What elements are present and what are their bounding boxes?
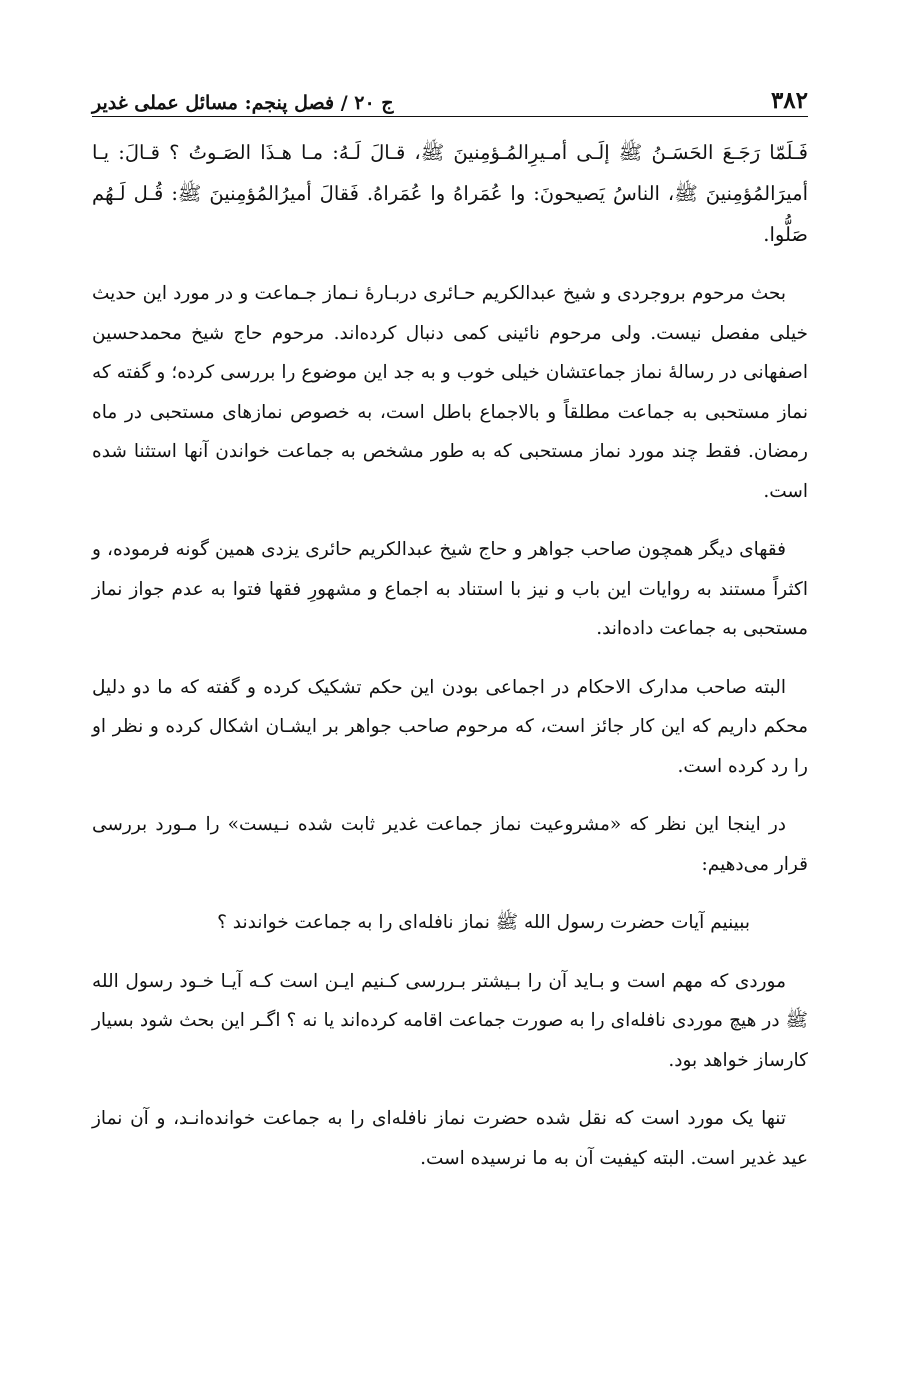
body-paragraph: در اینجا این نظر که «مشروعیت نماز جماعت غدیر ثابت شده نـیست» را مـورد بررسی قرار می‌دهیم: [92, 814, 808, 875]
subheading-question: ببینیم آیات حضرت رسول الله ﷺ نماز نافله‌ای را به جماعت خواندند ؟ [217, 912, 750, 933]
body-paragraph: فقهای دیگر همچون صاحب جواهر و حاج شیخ عبدالکریم حائری یزدی همین گونه فرموده، و اکثراً مستند به روایات این باب و نیز با استناد به اجماع و مشهورِ فقها فتوا به عدم جواز نماز مستحبی به جماعت داده‌اند. [92, 539, 808, 639]
page-number: ۳۸۲ [770, 87, 808, 114]
body-paragraph: البته صاحب مدارک الاحکام در اجماعی بودن این حکم تشکیک کرده و گفته که ما دو دلیل محکم داریم که این کار جائز است، که مرحوم صاحب جواهر بر ایشـان اشکال کرده و نظر او را رد کرده است. [92, 676, 808, 777]
page-body [92, 132, 808, 1197]
body-paragraph: بحث مرحوم بروجردی و شیخ عبدالکریم حـائری دربـارهٔ نـماز جـماعت و در مورد این حدیث خیلی مفصل نیست. ولی مرحوم نائینی کمی دنبال کرده‌اند. مرحوم حاج شیخ محمدحسین اصفهانی در رسالهٔ نماز جماعتشان خیلی خوب و به جد این موضوع را بررسی کرده؛ و گفته که نماز مستحبی به جماعت مطلقاً و بالاجماع باطل است، به خصوص نمازهای مستحبی در ماه رمضان. فقط چند مورد نماز مستحبی که به طور مشخص به جماعت خواندن آنها استثنا شده است. [92, 283, 808, 502]
body-paragraph: تنها یک مورد است که نقل شده حضرت نماز نافله‌ای را به جماعت خوانده‌انـد، و آن نماز عید غدیر است. البته کیفیت آن به ما نرسیده است. [92, 1108, 808, 1169]
arabic-hadith-quote: فَـلَمّا رَجَـعَ الحَسَـنُ ﷺ إلَـى أمـيرِالمُـؤمِنينَ ﷺ، قـالَ لَـهُ: مـا هـذَا الصَـوتُ ؟ قـالَ: يـا أميرَالمُؤمِنينَ ﷺ، الناسُ يَصيحونَ: وا عُمَراهُ وا عُمَراهُ. فَقالَ أميرُالمُؤمِنينَ ﷺ: قُـل لَـهُم صَلُّوا. [92, 141, 808, 246]
header-divider [92, 116, 808, 117]
body-paragraph: موردی که مهم است و بـاید آن را بـیشتر بـررسی کـنیم ایـن است کـه آیـا خـود رسول الله ﷺ در هیچ موردی نافله‌ای را به صورت جماعت اقامه کرده‌اند یا نه ؟ اگـر این بحث شود بسیار کارساز خواهد بود. [92, 970, 808, 1071]
running-title: ج ۲۰ / فصل پنجم: مسائل عملی غدیر [92, 92, 394, 114]
page-header [92, 74, 808, 114]
